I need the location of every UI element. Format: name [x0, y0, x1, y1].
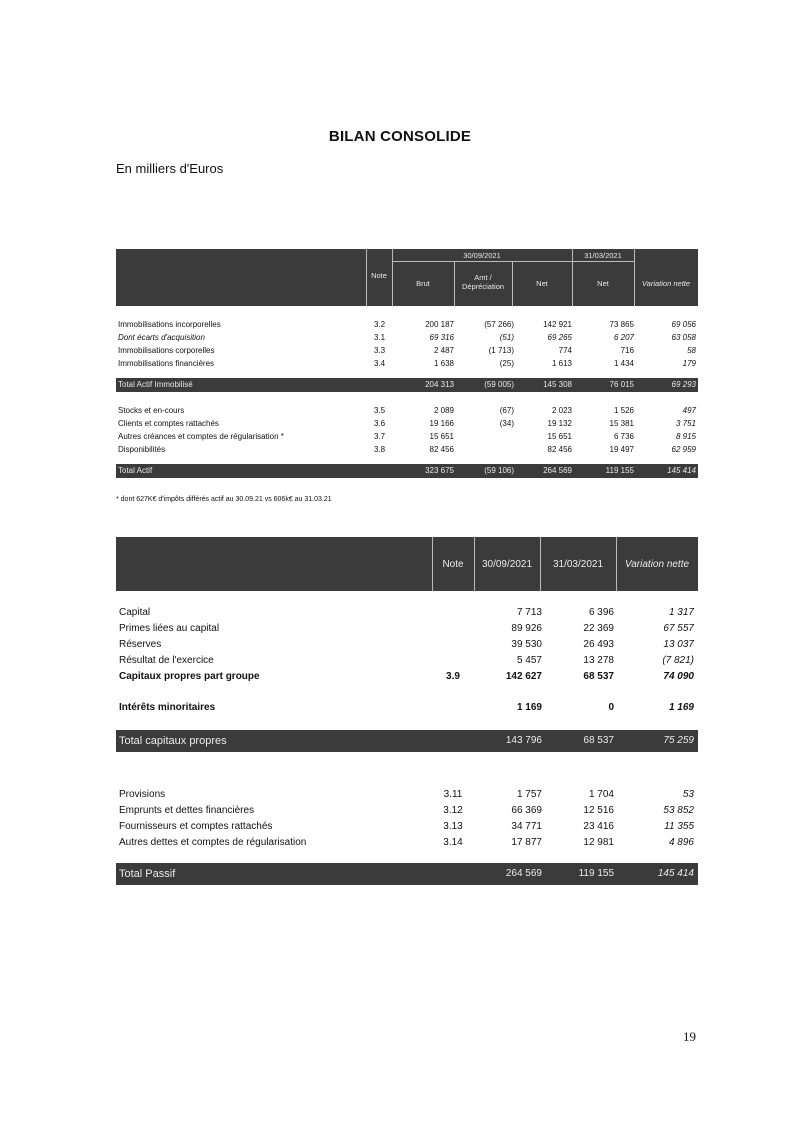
row-y1: 264 569 — [505, 868, 542, 879]
row-net-prev: 73 865 — [609, 320, 634, 329]
row-y2: 12 981 — [583, 837, 614, 848]
row-note: 3.14 — [443, 837, 463, 848]
passif-header-date2: 31/03/2021 — [552, 559, 604, 570]
row-label: Total Actif Immobilisé — [118, 380, 193, 389]
row-brut: 1 638 — [433, 359, 454, 368]
row-variation: 69 293 — [671, 380, 696, 389]
row-note: 3.6 — [374, 419, 386, 428]
passif-capitaux-groupe-row — [116, 669, 698, 685]
row-variation: 497 — [682, 406, 696, 415]
page-subtitle: En milliers d'Euros — [116, 161, 224, 176]
actif-group-immobilisations — [116, 318, 698, 370]
row-label: Primes liées au capital — [119, 623, 220, 634]
row-net: 774 — [558, 346, 572, 355]
row-note: 3.11 — [443, 789, 463, 800]
row-amort: (34) — [499, 419, 514, 428]
passif-table-header — [116, 537, 698, 591]
row-brut: 2 487 — [433, 346, 454, 355]
row-net-prev: 1 526 — [613, 406, 634, 415]
row-amort: (59 005) — [484, 380, 514, 389]
row-variation: 67 557 — [663, 623, 694, 634]
row-brut: 69 316 — [429, 333, 454, 342]
row-y1: 89 926 — [511, 623, 542, 634]
row-variation: 53 852 — [663, 805, 694, 816]
row-note: 3.9 — [446, 671, 460, 682]
passif-row — [116, 621, 698, 637]
page-title: BILAN CONSOLIDE — [328, 128, 472, 145]
actif-header-date1: 30/09/2021 — [463, 251, 501, 260]
passif-row — [116, 835, 698, 851]
actif-row — [116, 344, 698, 357]
row-y2: 6 396 — [588, 607, 614, 618]
actif-row — [116, 331, 698, 344]
row-variation: (7 821) — [662, 655, 694, 666]
row-net: 82 456 — [547, 445, 572, 454]
row-note: 3.12 — [443, 805, 463, 816]
row-label: Disponibilités — [118, 445, 166, 454]
row-label: Dont écarts d'acquisition — [118, 333, 205, 342]
actif-header-amort — [454, 273, 512, 291]
row-net: 264 569 — [543, 466, 572, 475]
actif-row — [116, 357, 698, 370]
passif-group-capitaux — [116, 605, 698, 669]
row-variation: 69 056 — [671, 320, 696, 329]
row-label: Emprunts et dettes financières — [119, 805, 255, 816]
row-brut: 2 089 — [433, 406, 454, 415]
passif-row — [116, 605, 698, 621]
row-label: Résultat de l'exercice — [119, 655, 214, 666]
row-variation: 63 058 — [671, 333, 696, 342]
row-y1: 1 757 — [516, 789, 542, 800]
passif-header-date1: 30/09/2021 — [481, 559, 533, 570]
row-amort: (67) — [499, 406, 514, 415]
actif-header-note: Note — [371, 271, 387, 280]
row-net-prev: 6 207 — [613, 333, 634, 342]
row-y1: 1 169 — [516, 702, 542, 713]
passif-row — [116, 787, 698, 803]
row-brut: 204 313 — [425, 380, 454, 389]
row-net: 145 308 — [543, 380, 572, 389]
row-amort: (57 266) — [484, 320, 514, 329]
row-y1: 5 457 — [516, 655, 542, 666]
row-variation: 74 090 — [663, 671, 694, 682]
passif-table — [116, 537, 698, 885]
row-label: Immobilisations incorporelles — [118, 320, 221, 329]
row-y1: 34 771 — [511, 821, 542, 832]
row-y1: 39 530 — [511, 639, 542, 650]
row-variation: 179 — [682, 359, 696, 368]
page-number: 19 — [683, 1029, 696, 1044]
actif-table-header — [116, 249, 698, 306]
row-y1: 7 713 — [516, 607, 542, 618]
actif-total-immobilise-row — [116, 378, 698, 392]
row-note: 3.4 — [374, 359, 386, 368]
row-note: 3.13 — [443, 821, 463, 832]
row-brut: 82 456 — [429, 445, 454, 454]
row-label: Autres dettes et comptes de régularisation — [119, 837, 307, 848]
row-variation: 62 959 — [671, 445, 696, 454]
passif-header-variation: Variation nette — [624, 559, 690, 570]
row-label: Capital — [119, 607, 151, 618]
actif-row — [116, 318, 698, 331]
actif-total-row — [116, 464, 698, 478]
actif-header-net1: Net — [536, 279, 548, 288]
row-label: Total Passif — [119, 868, 176, 880]
row-y1: 66 369 — [511, 805, 542, 816]
row-note: 3.2 — [374, 320, 386, 329]
row-label: Total capitaux propres — [119, 735, 227, 747]
actif-footnote: * dont 627K€ d'impôts différés actif au 30.09.21 vs 606k€ au 31.03.21 — [116, 496, 332, 503]
row-variation: 145 414 — [657, 868, 694, 879]
actif-row — [116, 443, 698, 456]
row-brut: 200 187 — [425, 320, 454, 329]
actif-group-circulant — [116, 404, 698, 456]
row-net-prev: 1 434 — [613, 359, 634, 368]
row-label: Réserves — [119, 639, 162, 650]
row-note: 3.8 — [374, 445, 386, 454]
row-label: Autres créances et comptes de régularisation * — [118, 432, 284, 441]
row-variation: 4 896 — [668, 837, 694, 848]
row-amort: (51) — [499, 333, 514, 342]
row-note: 3.3 — [374, 346, 386, 355]
row-label: Immobilisations corporelles — [118, 346, 215, 355]
row-brut: 323 675 — [425, 466, 454, 475]
row-net-prev: 76 015 — [609, 380, 634, 389]
row-variation: 145 414 — [667, 466, 696, 475]
row-note: 3.5 — [374, 406, 386, 415]
actif-header-brut: Brut — [416, 279, 430, 288]
row-y2: 68 537 — [583, 735, 614, 746]
row-variation: 75 259 — [663, 735, 694, 746]
row-y2: 12 516 — [583, 805, 614, 816]
row-net-prev: 119 155 — [605, 466, 634, 475]
row-y2: 0 — [608, 702, 614, 713]
row-net: 15 651 — [547, 432, 572, 441]
row-amort: (1 713) — [488, 346, 514, 355]
row-variation: 58 — [687, 346, 696, 355]
actif-header-amort-line2: Dépréciation — [461, 282, 505, 291]
row-y2: 1 704 — [588, 789, 614, 800]
row-label: Capitaux propres part groupe — [119, 671, 260, 682]
row-y2: 23 416 — [583, 821, 614, 832]
row-variation: 53 — [682, 789, 694, 800]
row-brut: 19 166 — [429, 419, 454, 428]
row-net: 1 613 — [551, 359, 572, 368]
row-label: Total Actif — [118, 466, 153, 475]
passif-header-note: Note — [442, 559, 464, 570]
row-variation: 11 355 — [664, 821, 694, 832]
row-net-prev: 15 381 — [609, 419, 634, 428]
passif-interets-minoritaires-row — [116, 700, 698, 716]
row-variation: 3 751 — [675, 419, 696, 428]
actif-row — [116, 430, 698, 443]
row-net-prev: 19 497 — [609, 445, 634, 454]
row-label: Intérêts minoritaires — [119, 702, 216, 713]
row-net-prev: 716 — [620, 346, 634, 355]
row-net: 19 132 — [547, 419, 572, 428]
row-y2: 68 537 — [583, 671, 614, 682]
actif-table — [116, 249, 698, 478]
row-variation: 8 915 — [675, 432, 696, 441]
row-y2: 119 155 — [578, 868, 614, 879]
passif-row — [116, 803, 698, 819]
row-label: Stocks et en-cours — [118, 406, 185, 415]
row-variation: 13 037 — [663, 639, 694, 650]
actif-row — [116, 417, 698, 430]
actif-header-variation: Variation nette — [641, 279, 691, 288]
passif-total-row — [116, 863, 698, 885]
row-label: Fournisseurs et comptes rattachés — [119, 821, 273, 832]
row-label: Immobilisations financières — [118, 359, 215, 368]
row-amort: (25) — [499, 359, 514, 368]
row-amort: (59 106) — [484, 466, 514, 475]
actif-header-net2: Net — [597, 279, 609, 288]
row-variation: 1 317 — [668, 607, 694, 618]
row-variation: 1 169 — [668, 702, 694, 713]
passif-row — [116, 653, 698, 669]
row-label: Clients et comptes rattachés — [118, 419, 219, 428]
passif-total-capitaux-row — [116, 730, 698, 752]
actif-header-amort-line1: Amt / — [474, 273, 492, 282]
row-y2: 13 278 — [583, 655, 614, 666]
passif-row — [116, 637, 698, 653]
passif-row — [116, 819, 698, 835]
row-net: 2 023 — [551, 406, 572, 415]
row-y1: 17 877 — [511, 837, 542, 848]
actif-header-date2: 31/03/2021 — [584, 251, 622, 260]
actif-row — [116, 404, 698, 417]
row-note: 3.1 — [374, 333, 386, 342]
passif-group-dettes — [116, 787, 698, 851]
row-y2: 26 493 — [583, 639, 614, 650]
row-y1: 142 627 — [505, 671, 542, 682]
row-note: 3.7 — [374, 432, 386, 441]
row-net-prev: 6 736 — [613, 432, 634, 441]
row-brut: 15 651 — [429, 432, 454, 441]
row-y2: 22 369 — [583, 623, 614, 634]
row-net: 142 921 — [543, 320, 572, 329]
row-label: Provisions — [119, 789, 166, 800]
row-net: 69 265 — [547, 333, 572, 342]
row-y1: 143 796 — [505, 735, 542, 746]
